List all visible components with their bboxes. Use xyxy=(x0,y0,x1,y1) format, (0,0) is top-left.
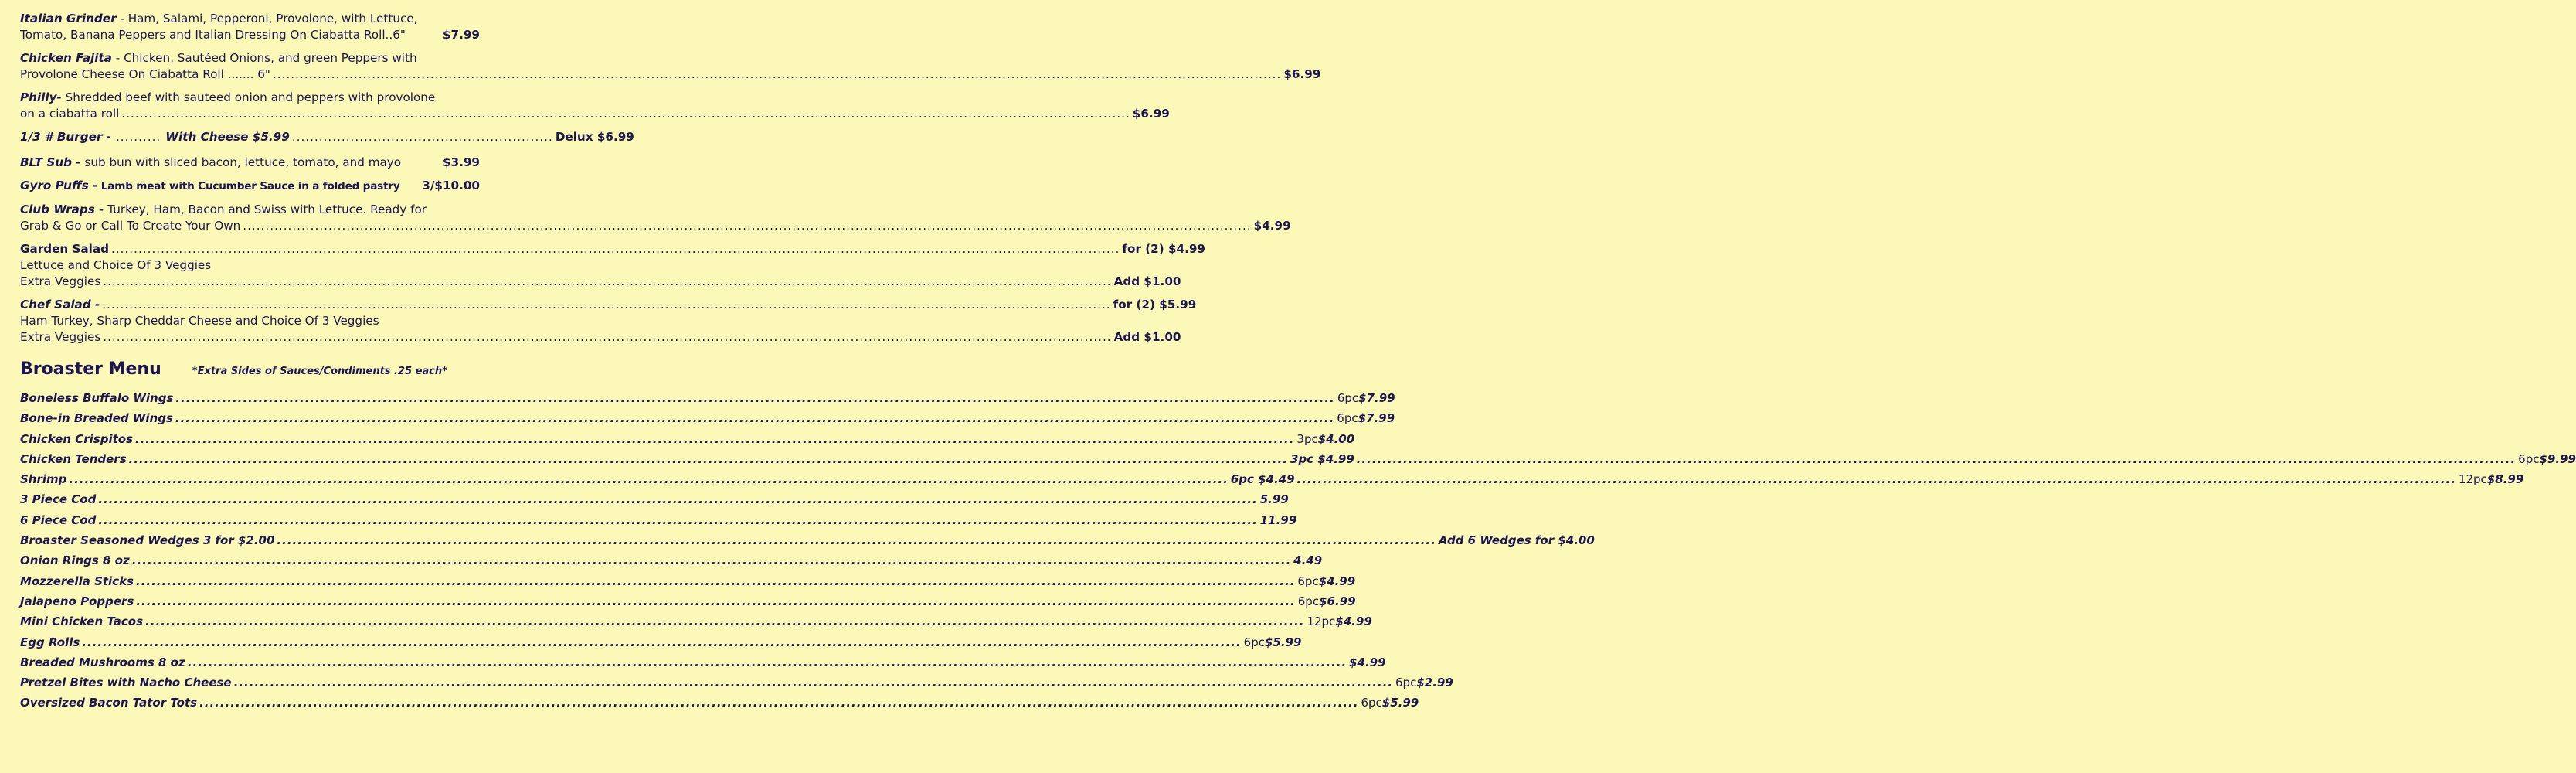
broaster-item xyxy=(20,591,1356,611)
item-desc: Grab & Go or Call To Create Your Own xyxy=(20,219,241,233)
broaster-item-price: $4.99 xyxy=(1335,615,1372,629)
extra-price: Add $1.00 xyxy=(1113,274,1181,288)
broaster-item-name: Breaded Mushrooms 8 oz xyxy=(20,655,185,669)
item-price: $6.99 xyxy=(1283,67,1321,81)
broaster-item-name: Mozzerella Sticks xyxy=(20,574,134,588)
broaster-item-name: Egg Rolls xyxy=(20,635,80,649)
broaster-item-count: 6pc xyxy=(2518,451,2540,466)
item-desc: Tomato, Banana Peppers and Italian Dressing On Ciabatta Roll..6" xyxy=(20,28,406,42)
broaster-item xyxy=(20,408,1395,428)
item-price: With Cheese $5.99 xyxy=(165,130,290,144)
club-wraps xyxy=(20,202,1291,234)
item-desc: Provolone Cheese On Ciabatta Roll ....... 6" xyxy=(20,67,270,81)
broaster-item-name: Bone-in Breaded Wings xyxy=(20,411,173,426)
item-desc: Shredded beef with sauteed onion and peppers with provolone xyxy=(61,90,436,104)
item-desc: on a ciabatta roll xyxy=(20,107,120,121)
broaster-item-name: Mini Chicken Tacos xyxy=(20,615,144,629)
broaster-item-name: Boneless Buffalo Wings xyxy=(20,391,174,405)
item-desc: Turkey, Ham, Bacon and Swiss with Lettuce. Ready for xyxy=(104,203,427,216)
extra-label: Extra Veggies xyxy=(20,330,101,344)
broaster-item xyxy=(20,611,1372,632)
broaster-item-mid-price: 3pc $4.99 xyxy=(1290,451,1354,466)
extra-price: Add $1.00 xyxy=(1113,330,1181,344)
broaster-item xyxy=(20,429,1355,449)
broaster-item xyxy=(20,673,1453,693)
garden-salad xyxy=(20,241,1206,290)
gyro-puffs xyxy=(20,178,480,195)
broaster-item xyxy=(20,550,1323,570)
broaster-item-price: $5.99 xyxy=(1264,635,1302,649)
broaster-item xyxy=(20,693,1419,713)
broaster-list xyxy=(20,388,2576,713)
broaster-item-price: $2.99 xyxy=(1416,676,1453,690)
broaster-item-price: $7.99 xyxy=(1358,411,1395,426)
chef-salad xyxy=(20,297,1197,346)
broaster-item-price: $4.00 xyxy=(1317,431,1355,446)
broaster-item-mid-price: 6pc $4.49 xyxy=(1230,472,1295,487)
item-title: Club Wraps - xyxy=(20,203,104,216)
chicken-fajita xyxy=(20,50,1321,83)
broaster-item xyxy=(20,530,1595,550)
broaster-item xyxy=(20,652,1386,673)
broaster-item-name: 3 Piece Cod xyxy=(20,492,97,507)
broaster-item xyxy=(20,388,1395,408)
broaster-item-price: $4.99 xyxy=(1349,655,1386,669)
item-title: Chef Salad - xyxy=(20,298,100,312)
broaster-item xyxy=(20,489,1289,509)
broaster-item-name: Onion Rings 8 oz xyxy=(20,553,130,568)
broaster-item-count: 6pc xyxy=(1337,391,1359,405)
broaster-item-name: Broaster Seasoned Wedges 3 for $2.00 xyxy=(20,533,275,548)
item-desc: - Chicken, Sautéed Onions, and green Peppers with xyxy=(111,51,417,65)
section-note: *Extra Sides of Sauces/Condiments .25 each* xyxy=(192,366,447,377)
item-price: $4.99 xyxy=(1253,219,1291,233)
broaster-item-count: 6pc xyxy=(1297,574,1319,588)
broaster-item-count: 6pc xyxy=(1297,594,1320,608)
broaster-item xyxy=(20,632,1302,652)
item-title: Philly- xyxy=(20,90,62,104)
broaster-item-name: Shrimp xyxy=(20,472,67,487)
broaster-item-price: $7.99 xyxy=(1358,391,1395,405)
broaster-item-name: 6 Piece Cod xyxy=(20,512,97,527)
broaster-item-count: 6pc xyxy=(1243,635,1265,649)
broaster-item xyxy=(20,571,1356,591)
broaster-item-name: Oversized Bacon Tator Tots xyxy=(20,696,198,710)
italian-grinder xyxy=(20,11,480,43)
broaster-item-price: $6.99 xyxy=(1319,594,1356,608)
broaster-item-name: Chicken Tenders xyxy=(20,451,127,466)
item-price: Delux $6.99 xyxy=(555,130,634,144)
item-desc: Lamb meat with Cucumber Sauce in a folded pastry xyxy=(97,180,400,192)
broaster-item-price: 11.99 xyxy=(1259,512,1297,527)
item-desc: Lettuce and Choice Of 3 Veggies xyxy=(20,258,212,272)
item-price: for (2) $5.99 xyxy=(1113,298,1197,312)
broaster-item-count: 12pc xyxy=(1307,615,1336,629)
broaster-item-price: 5.99 xyxy=(1259,492,1289,507)
broaster-item-count: 3pc xyxy=(1296,431,1318,446)
item-price: $6.99 xyxy=(1132,107,1170,121)
item-price: $7.99 xyxy=(442,28,480,42)
burger: 1/3 # Burger - .......... With Cheese $5.99 .......................................................... Delux $6.99 xyxy=(20,130,634,144)
extra-label: Extra Veggies xyxy=(20,274,101,288)
broaster-item-name: Chicken Crispitos xyxy=(20,431,133,446)
broaster-header xyxy=(20,359,480,379)
broaster-item xyxy=(20,449,2576,469)
broaster-item-price: $5.99 xyxy=(1381,696,1419,710)
broaster-item-price: $9.99 xyxy=(2539,451,2576,466)
item-title: Gyro Puffs - xyxy=(20,179,98,192)
item-price: 3/$10.00 xyxy=(422,179,480,192)
philly xyxy=(20,90,1170,122)
item-desc: Ham Turkey, Sharp Cheddar Cheese and Choice Of 3 Veggies xyxy=(20,314,379,328)
broaster-item-count: 6pc xyxy=(1337,411,1358,426)
item-price: for (2) $4.99 xyxy=(1122,242,1206,256)
item-price: $3.99 xyxy=(442,155,480,169)
broaster-item-price: Add 6 Wedges for $4.00 xyxy=(1438,533,1595,548)
broaster-item-price: $8.99 xyxy=(2486,472,2524,487)
broaster-item-name: Pretzel Bites with Nacho Cheese xyxy=(20,676,232,690)
broaster-item xyxy=(20,469,2524,489)
blt-sub xyxy=(20,155,480,171)
broaster-item xyxy=(20,510,1297,530)
broaster-item-count: 12pc xyxy=(2458,472,2487,487)
broaster-item-price: $4.99 xyxy=(1318,574,1356,588)
item-desc: - Ham, Salami, Pepperoni, Provolone, with Lettuce, xyxy=(116,12,418,26)
item-desc: sub bun with sliced bacon, lettuce, tomato, and mayo xyxy=(80,155,402,169)
item-title: Italian Grinder xyxy=(20,12,117,26)
item-title: BLT Sub - xyxy=(20,155,81,169)
broaster-item-count: 6pc xyxy=(1395,676,1417,690)
item-title: Chicken Fajita xyxy=(20,51,112,65)
broaster-item-name: Jalapeno Poppers xyxy=(20,594,134,608)
item-title: Garden Salad xyxy=(20,242,109,256)
broaster-item-price: 4.49 xyxy=(1293,553,1323,568)
section-title: Broaster Menu xyxy=(20,359,161,379)
item-title: 1/3 # Burger - xyxy=(20,130,111,144)
broaster-item-count: 6pc xyxy=(1361,696,1382,710)
